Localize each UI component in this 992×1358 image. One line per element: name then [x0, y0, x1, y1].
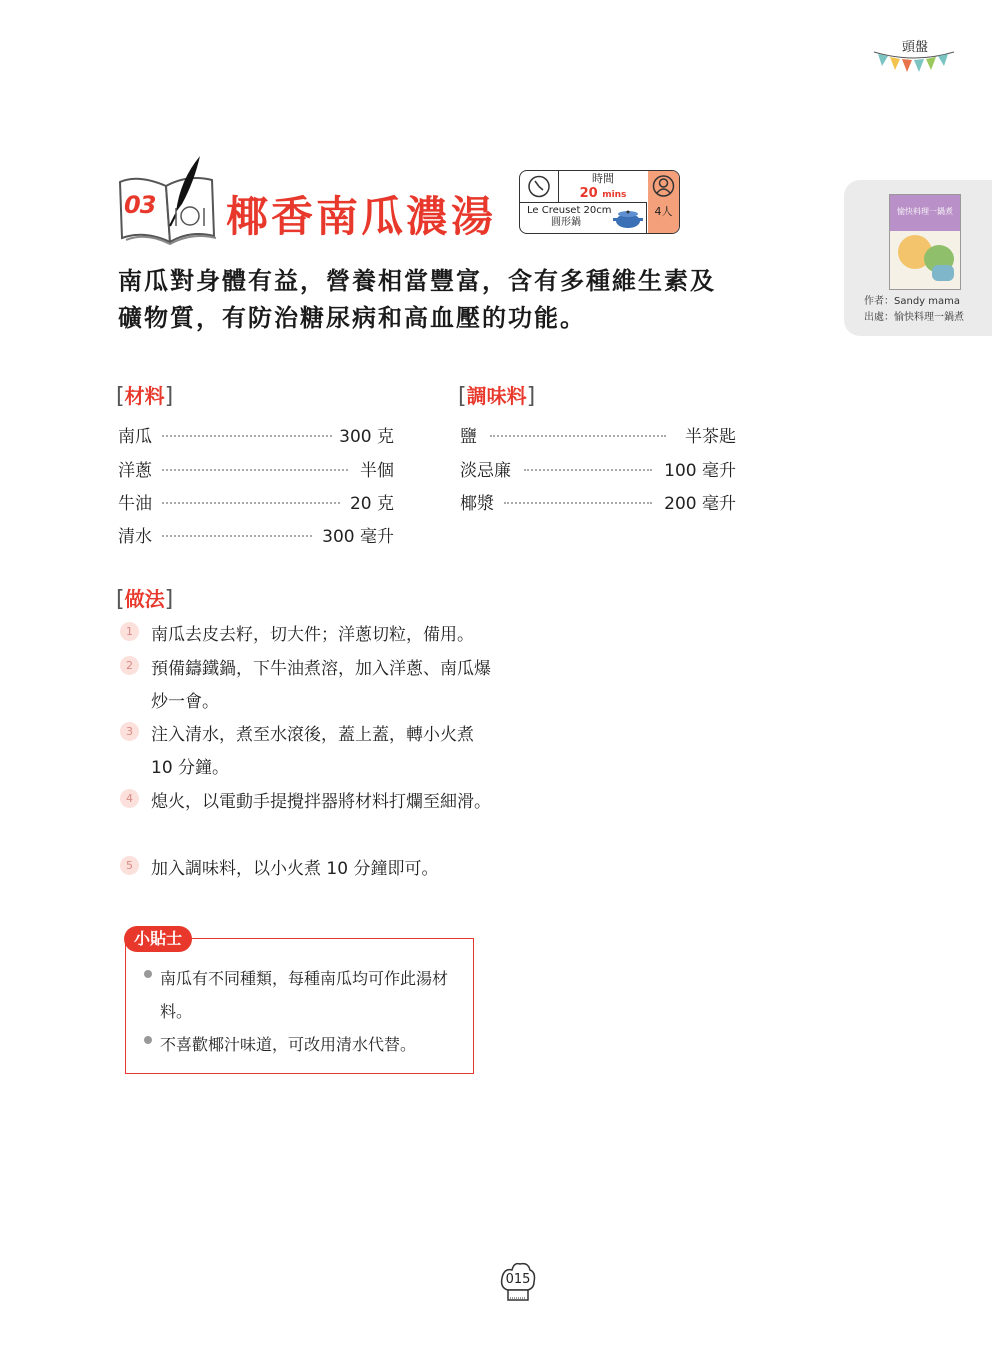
step-number: 2	[120, 656, 139, 675]
recipe-number: 03	[124, 191, 156, 219]
seasoning-row: 淡忌廉 100 毫升	[460, 461, 736, 481]
step-text: 南瓜去皮去籽，切大件；洋蔥切粒，備用。	[151, 625, 474, 645]
intro-line-1: 南瓜對身體有益，營養相當豐富，含有多種維生素及	[118, 267, 716, 295]
ingredient-row: 洋蔥 半個	[118, 461, 394, 481]
book-credits	[864, 294, 964, 326]
servings-label: 4人	[654, 205, 673, 218]
book-author: 作者：Sandy mama	[864, 296, 960, 307]
step-number: 4	[120, 789, 139, 808]
page-number: 015	[505, 1272, 531, 1287]
step-number: 3	[120, 722, 139, 741]
pot-shape: 圓形鍋	[551, 217, 581, 228]
tips-label: 小貼士	[124, 926, 192, 952]
pot-brand: Le Creuset 20cm	[527, 205, 612, 216]
tip-text: 南瓜有不同種類，每種南瓜均可作此湯材料。	[160, 969, 449, 1021]
pot-cell	[520, 203, 647, 233]
method-heading: [做法]	[116, 587, 174, 612]
book-cover	[889, 194, 961, 290]
seasoning-row: 椰漿 200 毫升	[460, 494, 736, 514]
time-value: 20 mins	[579, 186, 627, 201]
clock-icon	[520, 171, 558, 202]
step-number: 5	[120, 856, 139, 875]
seasoning-heading: [調味料]	[458, 384, 536, 409]
step-text: 熄火，以電動手提攪拌器將材料打爛至細滑。	[151, 792, 491, 812]
time-label: 時間	[592, 172, 614, 185]
bunting-decoration	[872, 48, 956, 74]
ingredient-row: 南瓜 300 克	[118, 427, 394, 447]
bullet-icon	[144, 970, 152, 978]
recipe-intro	[118, 263, 758, 337]
book-cover-title: 愉快料理一鍋煮	[897, 207, 953, 216]
ingredient-row: 牛油 20 克	[118, 494, 394, 514]
bullet-icon	[144, 1036, 152, 1044]
tip-text: 不喜歡椰汁味道，可改用清水代替。	[160, 1035, 417, 1054]
intro-line-2: 礦物質，有防治糖尿病和高血壓的功能。	[118, 304, 586, 332]
ingredients-heading: [材料]	[116, 384, 174, 409]
seasoning-row: 鹽 半茶匙	[460, 427, 736, 447]
step-text: 預備鑄鐵鍋，下牛油煮溶，加入洋蔥、南瓜爆炒一會。	[151, 659, 491, 712]
book-source: 出處：愉快料理一鍋煮	[864, 312, 964, 323]
step-text: 加入調味料，以小火煮 10 分鐘即可。	[151, 859, 439, 879]
section-label: 頭盤	[901, 40, 928, 55]
recipe-info-box	[519, 170, 680, 234]
pot-icon	[612, 209, 644, 229]
person-icon	[648, 171, 679, 201]
time-cell	[559, 171, 647, 203]
ingredient-row: 清水 300 毫升	[118, 527, 394, 547]
step-number: 1	[120, 622, 139, 641]
servings-cell	[648, 171, 679, 233]
recipe-title: 椰香南瓜濃湯	[226, 192, 497, 241]
clock-cell	[520, 171, 559, 203]
step-text: 注入清水，煮至水滾後，蓋上蓋，轉小火煮 10 分鐘。	[151, 725, 474, 778]
